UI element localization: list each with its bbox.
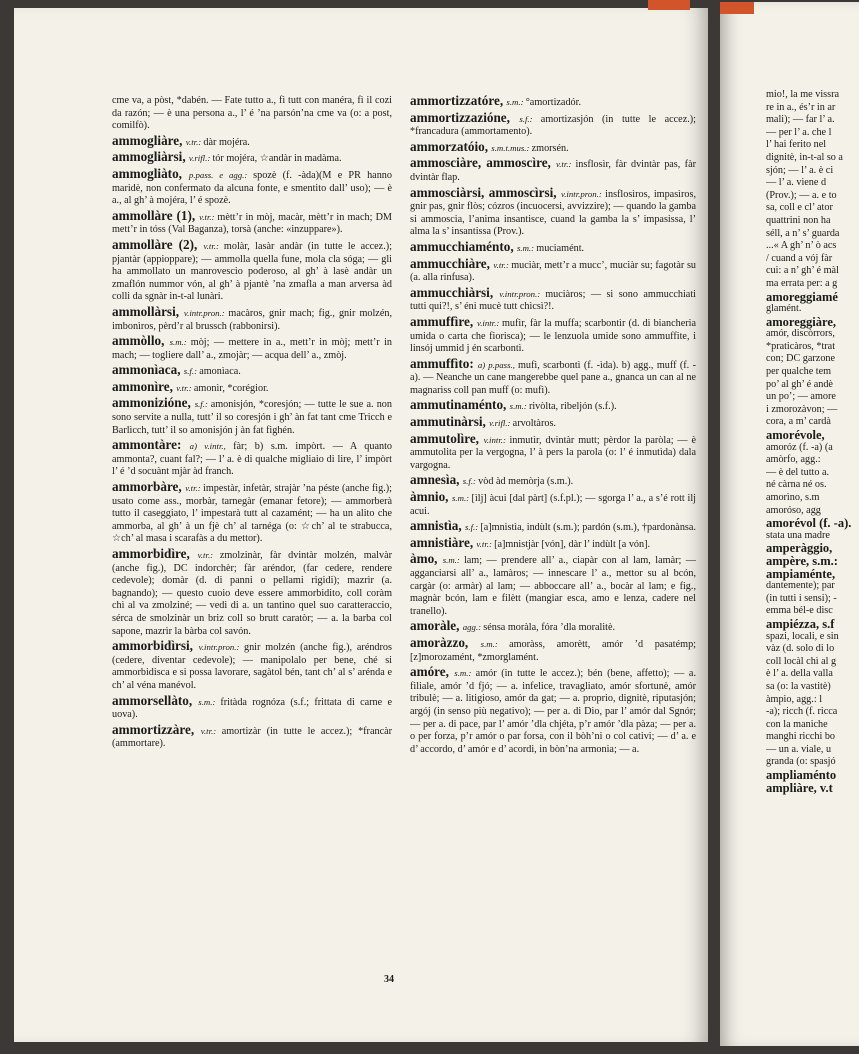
partial-line: quattrini non ha — [766, 214, 831, 226]
entry-headword: amnistìa, — [410, 518, 465, 534]
entry-headword: ammogliàre, — [112, 132, 186, 148]
dictionary-entry — [410, 430, 696, 473]
entry-grammar: s.m.: — [198, 696, 221, 707]
entry-definition: muciàros; — si sono ammucchiati tutti qui?!, s’ éni mucè tutt chìcsì?!. — [410, 288, 696, 313]
partial-line: ampliaménto — [766, 768, 837, 783]
column-right-partial — [766, 89, 859, 1039]
entry-grammar: v.tr.: — [199, 211, 218, 222]
partial-line: amperàggio, — [766, 541, 833, 556]
entry-grammar: s.m.t.mus.: — [491, 142, 532, 153]
partial-line: po’ al gh’ é andè — [766, 378, 833, 390]
partial-line: -a); ricch (f. ricca — [766, 706, 838, 718]
dictionary-entry — [410, 474, 696, 489]
entry-grammar: s.f.: — [194, 399, 211, 410]
entry-grammar: v.intr.pron.: — [499, 288, 546, 299]
page-number: 34 — [384, 974, 394, 985]
partial-line: stata una madre — [766, 529, 830, 541]
partial-line: ampliàre, v.t — [766, 780, 833, 795]
entry-definition: macàros, gnir mach; fig., gnir molzén, imbonìros, pèrd’r al brussch (rabbonirsi). — [112, 307, 392, 332]
entry-grammar: s.f.: — [183, 366, 200, 377]
dictionary-entry — [410, 109, 696, 139]
entry-headword: ammollàre (2), — [112, 236, 204, 252]
entry-headword: ammucchiàrsi, — [410, 284, 500, 300]
entry-headword: ammortizzatóre, — [410, 95, 507, 108]
entry-headword: ammòllo, — [112, 333, 170, 349]
dictionary-entry — [112, 303, 392, 333]
entry-headword: ammontàre: — [112, 437, 190, 453]
entry-definition: lam; — prendere all’ a., ciapàr con al lam, lamàr; — agganciarsi all’ a., lamàros; — innescare l’ a., mettor su al bcón, cargàr (o: armàr) al lam; — abboccare all’ a., bocàr al lam; e fig., magnàr bcón, lam e filètt (mangiar esca, amo e lenza, cadere nel tranello). — [410, 555, 696, 617]
column-left — [112, 95, 392, 957]
entry-grammar: s.f.: — [519, 113, 541, 124]
entry-definition: [a]mnistjàr [vón], dàr l’ indùlt [a vón]. — [494, 538, 651, 550]
dictionary-entry — [410, 95, 696, 110]
partial-line: amorévol (f. -a). — [766, 516, 852, 531]
dictionary-entry — [112, 132, 392, 150]
dictionary-entry — [410, 313, 696, 356]
entry-definition: amoràss, amorètt, amór ’d pasatémp; [z]morozamént, *zmorglamént. — [410, 638, 696, 663]
entry-grammar: v.tr.: — [185, 483, 204, 494]
partial-line: sa (o: la vastitè) — [766, 680, 831, 692]
partial-line: amorévole, — [766, 428, 825, 443]
entry-headword: amnistiàre, — [410, 534, 477, 550]
entry-headword: ammogliàto, — [112, 165, 189, 181]
dictionary-entry — [112, 335, 392, 362]
dictionary-entry — [112, 692, 392, 722]
dictionary-entry — [410, 157, 696, 184]
entry-definition: amortizasjón (in tutte le accez.); *francadura (ammortamento). — [410, 113, 696, 138]
entry-grammar: v.tr.: — [200, 725, 222, 736]
entry-grammar: agg.: — [462, 622, 484, 633]
partial-line: amoróz (f. -a) (a — [766, 441, 833, 453]
dictionary-entry — [112, 378, 392, 396]
entry-definition: [ìlj] àcui [dal pàrt] (s.f.pl.); — sgorga l’ a., a s’é rott ilj acui. — [410, 493, 696, 517]
entry-grammar: v.tr.: — [476, 538, 495, 549]
entry-headword: ammorbidìrsi, — [112, 638, 199, 654]
dictionary-entry — [410, 534, 696, 552]
partial-line: dantemente); par — [766, 580, 835, 592]
bookmark-tab — [720, 2, 754, 14]
entry-headword: amnesìa, — [410, 472, 463, 488]
dictionary-entry — [112, 151, 392, 166]
partial-line: amoreggiamé — [766, 289, 838, 304]
partial-line: — un a. viale, u — [766, 743, 832, 755]
entry-headword: ammutolìre, — [410, 430, 484, 446]
entry-headword: ammortizzazióne, — [410, 109, 520, 125]
entry-definition: sénsa moràla, fóra ’dla moralitè. — [483, 622, 616, 634]
entry-grammar: v.rifl.: — [188, 153, 213, 164]
partial-line: granda (o: spasjó — [766, 756, 836, 768]
partial-line: (in tutti i sensi); - — [766, 592, 837, 604]
entry-grammar: v.intr.pron.: — [198, 642, 244, 653]
entry-grammar: p.pass. e agg.: — [188, 169, 254, 180]
entry-definition: inmutìr, dvintàr mutt; pèrdor la paròla; — è ammutolita per la vergogna, l’ à pers la parola (o: l’ é inmutìda) dala vargogna. — [410, 434, 696, 471]
partial-line: amoróso, agg — [766, 504, 821, 516]
partial-line: glamént. — [766, 303, 802, 315]
dictionary-entry — [112, 364, 392, 379]
entry-definition: arvoltàros. — [512, 418, 556, 430]
dictionary-entry — [410, 238, 696, 256]
entry-definition: [a]mnistìa, indùlt (s.m.); pardón (s.m.), †pardonànsa. — [480, 522, 696, 534]
entry-definition: dàr mojéra. — [203, 136, 250, 148]
dictionary-entry — [112, 236, 392, 304]
entry-grammar: s.m.: — [452, 493, 472, 504]
entry-headword: ammutinàrsi, — [410, 414, 490, 430]
entry-grammar: a) p.pass., — [477, 359, 518, 370]
left-page — [14, 8, 708, 1042]
entry-headword: ammonizióne, — [112, 395, 195, 411]
partial-line: — per l’ a. che l — [766, 126, 832, 138]
entry-headword: amóre, — [410, 664, 455, 680]
entry-headword: ammollàrsi, — [112, 303, 184, 319]
partial-line: dignitè, in-t-al so a — [766, 151, 843, 163]
entry-headword: ammuffìto: — [410, 355, 478, 371]
entry-definition: vòd àd memòrja (s.m.). — [478, 476, 574, 488]
partial-line: — l’ a. viene d — [766, 177, 827, 189]
entry-definition: mufì, scarbontì (f. -ìda). b) agg., muff (f. -a). — Neanche un cane mangerebbe quel pane a., gnanca un can al ne magnariss coll pan muff (o: mufì). — [410, 359, 696, 396]
partial-line: cui: a n’ gh’ é màl — [766, 265, 839, 277]
right-page — [720, 2, 859, 1046]
entry-grammar: v.rifl.: — [489, 418, 513, 429]
dictionary-entry — [112, 207, 392, 237]
entry-grammar: s.m.: — [480, 638, 510, 649]
entry-definition: amonisjón, *coresjón; — tutte le sue a. non sono servite a nulla, tutt’ il so coresjón i gh’ àn fat tant cme Tricch e Barlìcch, tutt’ il so amonisjón j àn fat fighén. — [112, 399, 392, 436]
partial-line: sjón; — l’ a. è ci — [766, 164, 834, 176]
entry-grammar: v.intr.pron.: — [560, 188, 606, 199]
entry-headword: ammogliàrsi, — [112, 149, 189, 165]
partial-line: manghi ricchi bo — [766, 731, 836, 743]
entry-grammar: a) v.intr., — [189, 441, 234, 452]
entry-definition: rivòlta, ribeljón (s.f.). — [528, 401, 617, 413]
dictionary-entry — [410, 491, 696, 518]
partial-line: / cuand a vój fàr — [766, 252, 833, 264]
bookmark-tab-left — [648, 0, 690, 10]
partial-line: i zmorozàvon; — — [766, 403, 838, 415]
dictionary-entry — [410, 553, 696, 618]
entry-headword: ammucchiàre, — [410, 255, 494, 271]
entry-headword: àmnio, — [410, 489, 452, 505]
entry-definition: molàr, lasàr andàr (in tutte le accez.); pjantàr (appioppare); — ammolla quella fune, mola cla sóga; — gli ha ammollato un manrovescio poderoso, al gh’ à lasè andàr un zmaflón nummor vón, al gh’ à pjantè ’na zmafla a man arversa àd colli da sgnàr in-t-al lunàri. — [112, 240, 392, 303]
dictionary-entry — [410, 520, 696, 535]
dictionary-entry — [410, 255, 696, 285]
dictionary-entry — [410, 666, 696, 756]
entry-headword: ammorbidìre, — [112, 546, 198, 561]
partial-line: ampère, s.m.: — [766, 553, 838, 568]
entry-grammar: s.m.: — [454, 668, 476, 679]
entry-definition: muciamént. — [536, 242, 585, 254]
dictionary-entry — [112, 165, 392, 208]
entry-definition: mufìr, fàr la muffa; scarbontìr (d. di biancheria umida o carta che fiorisca); — le lenzuola umide sono ammuffite, i linsój ummid j én scarbontì. — [410, 317, 696, 355]
entry-definition: insflosìr, fàr dvintàr pas, fàr dvintàr flap. — [410, 159, 696, 183]
dictionary-entry — [410, 138, 696, 156]
dictionary-entry — [112, 481, 392, 546]
entry-definition: zmorsén. — [531, 142, 569, 154]
partial-line: né càrna né os. — [766, 479, 827, 491]
partial-line: ampiézza, s.f — [766, 616, 835, 631]
entry-headword: ammorzatóio, — [410, 138, 492, 154]
dictionary-entry — [410, 184, 696, 239]
partial-line: séll, a n’ s’ guarda — [766, 227, 840, 239]
entry-grammar: v.tr.: — [493, 259, 512, 270]
entry-definition: impestàr, infetàr, strajàr ’na péste (anche fig.); usato come ass., morbàr, tarnegàr (emanar fetore); — ammorberà tutto il caseggiato, l’ impestarà tutt al cazamént; — ha un alito che ammorba, al gh’ à un fjè ch’ al tarnéga (o: ☆ch’ al te strabucca, ☆ch’ al masa i scarafàs a du mettor). — [112, 483, 392, 545]
partial-line: *praticàros, *trat — [766, 340, 836, 352]
partial-line: è l’ a. della valla — [766, 668, 833, 680]
entry-headword: ammuffìre, — [410, 313, 477, 329]
partial-line: amorìno, s.m — [766, 492, 820, 503]
entry-headword: ammonìaca, — [112, 362, 184, 378]
entry-headword: amoràle, — [410, 618, 463, 634]
entry-grammar: v.tr.: — [176, 382, 194, 393]
entry-definition: muciàr, mett’r a mucc’, muciàr su; fagotàr su (a. alla rinfusa). — [410, 259, 696, 284]
partial-line: vàz (d. solo di lo — [766, 643, 835, 655]
entry-grammar: s.m.: — [169, 337, 191, 348]
entry-grammar: v.intr.: — [476, 317, 502, 328]
partial-line: emma bél-e disc — [766, 605, 833, 617]
partial-line: mio!, la me vissra — [766, 89, 839, 100]
entry-headword: ammutinaménto, — [410, 397, 510, 413]
entry-grammar: v.intr.pron.: — [183, 307, 229, 318]
partial-line: ...« A gh’ n’ ò acs — [766, 240, 837, 252]
entry-grammar: s.f.: — [464, 522, 481, 533]
partial-line: amór, discòrrors, — [766, 328, 835, 340]
entry-definition: mètt’r in mòj, macàr, mètt’r in mach; DM mett’r in tóss (Val Baganza), torsà (anche: «inzuppare»). — [112, 211, 392, 236]
entry-headword: ammonìre, — [112, 378, 177, 394]
partial-line: ma errata per: a g — [766, 277, 838, 289]
entry-grammar: s.m.: — [442, 555, 464, 566]
entry-grammar: v.intr.: — [483, 434, 510, 445]
dictionary-entry — [112, 95, 392, 133]
partial-line: re in a., és’r in ar — [766, 101, 836, 113]
partial-line: un po’; — amore — [766, 391, 836, 403]
entry-headword: amoràzzo, — [410, 634, 481, 650]
entry-headword: ammucchiaménto, — [410, 238, 517, 254]
entry-definition: amonìaca. — [199, 366, 241, 378]
partial-line: per qualche tem — [766, 366, 832, 378]
entry-headword: ammollàre (1), — [112, 207, 200, 223]
partial-line: àmpio, agg.: l — [766, 693, 823, 705]
partial-line: ampiaménte, — [766, 566, 836, 581]
entry-grammar: s.m.: — [509, 401, 529, 412]
entry-grammar: v.tr.: — [555, 159, 576, 170]
entry-grammar: v.tr.: — [185, 136, 204, 147]
dictionary-entry — [112, 721, 392, 751]
partial-line: mali); — far l’ a. — [766, 114, 835, 126]
entry-definition: cme va, a pòst, *dabén. — Fate tutto a., fì tutt con manéra, fì il cozi da razón; — è una persona a., l’ é ’na parsón’na cme va (o: a post, comilfò). — [112, 95, 392, 132]
partial-line: cora, a m’ cardà — [766, 416, 831, 428]
partial-line: sa, coll e cl’ ator — [766, 202, 833, 214]
entry-definition: fritàda rognóza (s.f.; frittata di carne e uova). — [112, 696, 392, 721]
column-middle — [410, 95, 696, 957]
entry-definition: insflosìros, impasìros, gnir pas, gnir flòs; cózros (incuocersi, avvizzire); — quando la gamba si ammoscia, l’anima insantisce, cuand la gamba la s’ impasissa, l’ alma la s’ insantissa (Prov.). — [410, 188, 696, 238]
partial-line: l’ hai ferito nel — [766, 139, 827, 151]
partial-line: spazi, locali, e sin — [766, 630, 839, 642]
entry-definition: amór (in tutte le accez.); bén (bene, affetto); — a. filiale, amór ’d fjó; — a. infelice, travagliato, amór sfortunè, amór tribulè; — a. litigioso, amór da gat; — a. proprio, dignitè, riputasjón; argój (in senso più negativo); — per a. di Dio, par l’ amór dal Sgnór; — per a. di pace, par l’ amór ’dla chjéta, p’r amór ’dla pàza; — per a. o per forza, p’r amór o par forsa, con il bòh’ni o col cativi; — d’ a. e d’ accordo, d’ amór e d’ acordi, in bòn’na armonia; — a. — [410, 668, 696, 755]
entry-definition: mòj; — mettere in a., mett’r in mòj; mett’r in mach; — togliere dall’ a., zmojàr; — acqua dell’ a., zmòj. — [112, 337, 392, 361]
dictionary-entry — [410, 620, 696, 635]
entry-definition: amonìr, *corégior. — [193, 382, 269, 394]
dictionary-entry — [410, 355, 696, 398]
dictionary-entry — [410, 284, 696, 314]
dictionary-entry — [410, 634, 696, 664]
entry-headword: ammosciàre, ammoscìre, — [410, 155, 556, 171]
dictionary-entry — [410, 399, 696, 414]
partial-line: coll locàl chì al g — [766, 655, 837, 667]
dictionary-entry — [112, 548, 392, 638]
entry-headword: ammorsellàto, — [112, 692, 199, 708]
entry-definition: spozè (f. -àda)(M e PR hanno maridè, non confermato da alcuna fonte, e smentito dall’ uso); — è a., al gh’ à mojéra, l’ é spozè. — [112, 169, 392, 207]
entry-definition: °amortizadór. — [525, 97, 582, 108]
entry-definition: fàr; b) s.m. impòrt. — A quanto ammonta?, cuant fal?; — l’ a. è di qualche migliaio di lire, l’ impòrt l’ é ’d socuànt mjàr àd franch. — [112, 441, 392, 478]
entry-grammar: s.m.: — [516, 242, 537, 253]
partial-line: — è del tutto a. — [766, 466, 830, 478]
entry-grammar: v.tr.: — [197, 550, 220, 560]
entry-definition: amortizàr (in tutte le accez.); *francàr (ammortare). — [112, 725, 392, 750]
entry-grammar: s.m.: — [506, 97, 526, 107]
partial-line: amòrfo, agg.: — [766, 454, 821, 466]
entry-headword: ammorbàre, — [112, 479, 186, 495]
entry-headword: àmo, — [410, 551, 443, 567]
entry-definition: gnir molzén (anche fig.), aréndros (cedere, diventar cedevole); — manipolalo per bene, ché si ammorbidisca e si possa lavorare, sagàtol bén, tant ch’ al s’ arénda e ch’ al véna manévol. — [112, 642, 392, 691]
partial-line: con; DC garzone — [766, 353, 836, 365]
dictionary-entry — [410, 416, 696, 431]
dictionary-entry — [112, 439, 392, 479]
partial-line: amoreggiàre, — [766, 314, 837, 329]
dictionary-entry — [112, 640, 392, 692]
entry-grammar: v.tr.: — [203, 240, 224, 251]
entry-definition: tór mojéra, ☆andàr in madàma. — [212, 153, 342, 165]
partial-line: (Prov.); — a. e to — [766, 189, 837, 201]
entry-headword: ammosciàrsi, ammoscìrsi, — [410, 184, 561, 200]
partial-line: con la maniche — [766, 718, 828, 730]
entry-headword: ammortizzàre, — [112, 721, 201, 737]
entry-grammar: s.f.: — [462, 476, 479, 487]
entry-definition: zmolzinàr, fàr dvintàr molzén, malvàr (anche fig.), DC indorchèr; fàr aréndor, (far cedere, rendere cedevole); domàr (d. di panni o pellami rigidi); mazrìr (a. bagnando); — questo cuoio deve essere ammorbidito, coll coràm chì al va zmolziné; — vedi di a. un tantino quel suo caratteraccio, sérca de smolzinàr un briz coll so brutt caratòr; — a. la barba col sapone, mazrìr la bàrba col savón. — [112, 550, 392, 637]
dictionary-entry — [112, 397, 392, 437]
